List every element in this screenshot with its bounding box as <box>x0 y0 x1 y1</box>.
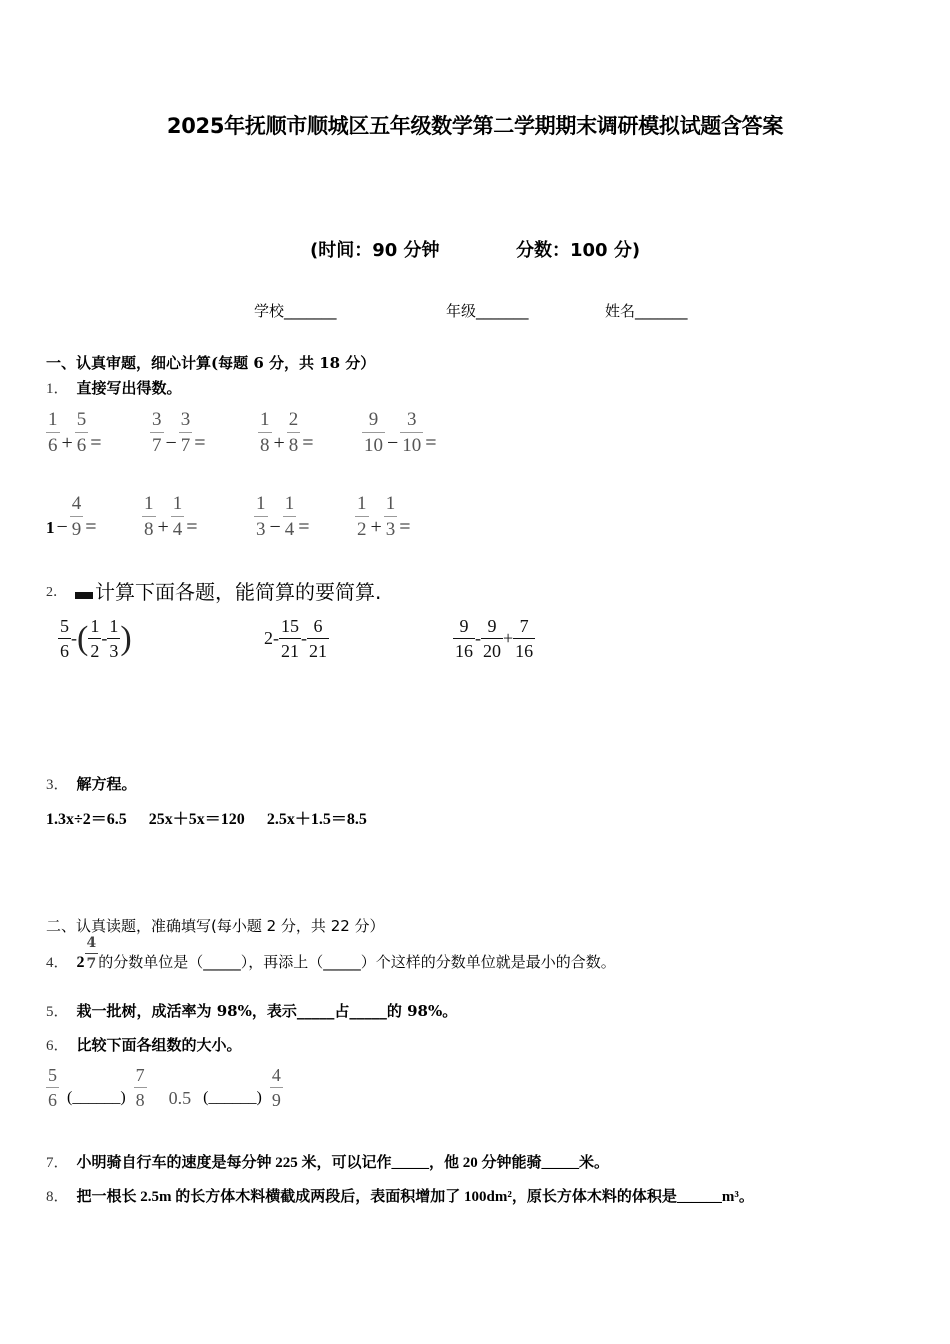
question-text: 把一根长 2.5m 的长方体木料横截成两段后，表面积增加了 100dm²，原长方体木料的体积是______m³。 <box>76 1189 754 1205</box>
question-number: 1． <box>46 381 69 397</box>
expression-2-2: $\frac{1}{8}$ + $\frac{1}{4}$ = <box>144 493 198 540</box>
comparison-blank-1[interactable]: (______) <box>67 1088 126 1106</box>
equations-row <box>46 806 367 829</box>
total-score: 分数：100 分) <box>516 240 641 261</box>
question-number: 5． <box>46 1004 69 1020</box>
time-limit: (时间：90 分钟 <box>310 240 440 261</box>
section-2-heading: 二、认真读题，准确填写(每小题 2 分，共 22 分） <box>46 917 385 935</box>
question-8 <box>46 1185 754 1206</box>
question-number: 7． <box>46 1155 69 1171</box>
expression-1-4: $\frac{9}{10}$ − $\frac{3}{10}$ = <box>364 409 437 456</box>
question-number: 6． <box>46 1038 69 1054</box>
question-text: 计算下面各题，能简算的要简算. <box>95 580 382 604</box>
question-number: 8． <box>46 1189 69 1205</box>
placeholder-mark-icon <box>75 592 93 599</box>
calc-expression-3: $\frac{9}{16}$ - $\frac{9}{20}$ + $\frac{7}{16}$ <box>455 616 534 661</box>
question-5 <box>46 1000 457 1021</box>
question-1-prompt <box>46 377 182 398</box>
name-field: 姓名_______ <box>605 302 688 320</box>
expression-2-4: $\frac{1}{2}$ + $\frac{1}{3}$ = <box>357 493 411 540</box>
document-title: 2025年抚顺市顺城区五年级数学第二学期期末调研模拟试题含答案 <box>166 114 784 138</box>
section-1-heading: 一、认真审题，细心计算(每题 6 分，共 18 分） <box>46 354 376 372</box>
question-7 <box>46 1151 609 1172</box>
question-number: 3． <box>46 777 69 793</box>
calc-expression-1: $\frac{5}{6}$ - ( $\frac{1}{2}$ - $\frac{1}{3}$ ) <box>60 616 132 661</box>
mixed-number-fraction: $\frac{4}{7}$ <box>86 935 97 972</box>
grade-field: 年级_______ <box>446 302 529 320</box>
comparison-row: $\frac{5}{6}$ (______) $\frac{7}{8}$ 0.5 (______) $\frac{4}{9}$ <box>48 1065 281 1110</box>
question-number: 2． <box>46 584 67 600</box>
expression-1-1: $\frac{1}{6}$ + $\frac{5}{6}$ = <box>48 409 102 456</box>
comparison-blank-2[interactable]: (______) <box>203 1088 262 1106</box>
expression-2-1: 1 − $\frac{4}{9}$ = <box>46 493 97 540</box>
calc-expression-2: 2 - $\frac{15}{21}$ - $\frac{6}{21}$ <box>264 616 327 661</box>
equation-2: 25x＋5x＝120 <box>148 811 245 828</box>
equation-3: 2.5x＋1.5＝8.5 <box>266 811 367 828</box>
question-text: 小明骑自行车的速度是每分钟 225 米，可以记作_____，他 20 分钟能骑_____米。 <box>76 1155 610 1171</box>
equation-1: 1.3x÷2＝6.5 <box>46 811 127 828</box>
school-field: 学校_______ <box>254 302 337 320</box>
question-text: 解方程。 <box>76 775 137 793</box>
expression-2-3: $\frac{1}{3}$ − $\frac{1}{4}$ = <box>256 493 310 540</box>
expression-1-3: $\frac{1}{8}$ + $\frac{2}{8}$ = <box>260 409 314 456</box>
question-number: 4． <box>46 955 69 971</box>
question-text: 直接写出得数。 <box>76 379 182 397</box>
question-3-prompt <box>46 773 137 794</box>
question-text: 的分数单位是（_____），再添上（_____）个这样的分数单位就是最小的合数。 <box>98 953 616 971</box>
question-6-prompt <box>46 1034 242 1055</box>
question-2-prompt <box>46 576 381 605</box>
question-4: 4． 2 $\frac{4}{7}$ 的分数单位是（_____），再添上（_____）个这样的分数单位就是最小的合数。 <box>46 935 616 972</box>
expression-1-2: $\frac{3}{7}$ − $\frac{3}{7}$ = <box>152 409 206 456</box>
question-text: 栽一批树，成活率为 98%，表示_____占_____的 98%。 <box>76 1002 458 1020</box>
question-text: 比较下面各组数的大小。 <box>76 1036 242 1054</box>
